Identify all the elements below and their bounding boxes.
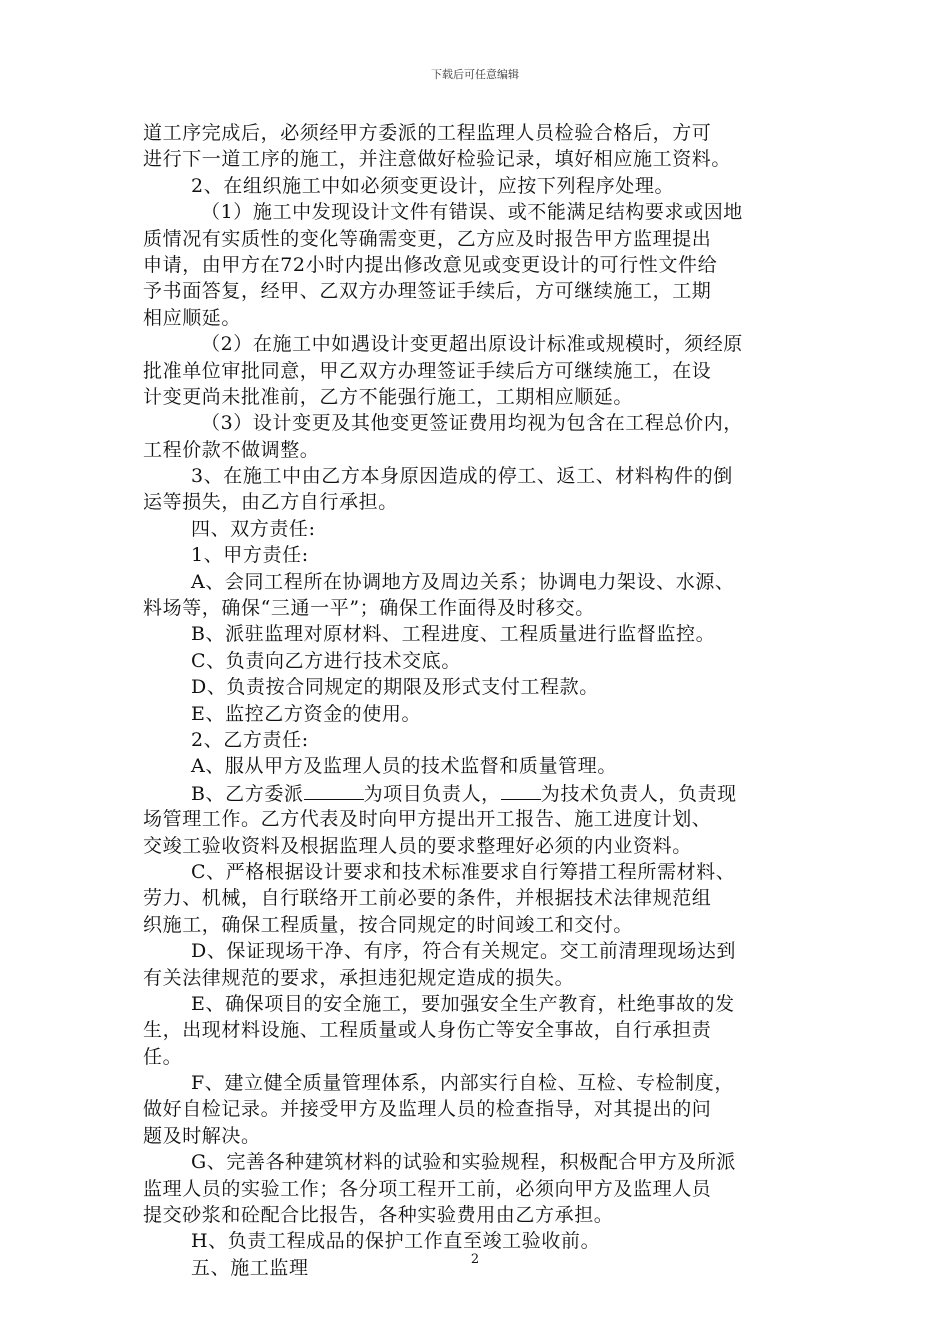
body-line: 2、在组织施工中如必须变更设计，应按下列程序处理。	[191, 174, 675, 197]
body-line: B、派驻监理对原材料、工程进度、工程质量进行监督监控。	[191, 623, 716, 646]
body-line: E、确保项目的安全施工，要加强安全生产教育，杜绝事故的发	[191, 992, 735, 1015]
body-line: 料场等，确保“三通一平”；确保工作面得及时移交。	[143, 597, 595, 620]
body-line: H、负责工程成品的保护工作直至竣工验收前。	[191, 1230, 601, 1253]
body-text: B、乙方委派	[191, 782, 304, 805]
body-line: G、完善各种建筑材料的试验和实验规程，积极配合甲方及所派	[191, 1151, 736, 1174]
body-line: （1）施工中发现设计文件有错误、或不能满足结构要求或因地	[201, 201, 743, 224]
body-line: D、保证现场干净、有序，符合有关规定。交工前清理现场达到	[191, 940, 737, 963]
body-line: 劳力、机械，自行联络开工前必要的条件，并根据技术法律规范组	[143, 887, 712, 910]
page-number: 2	[470, 1252, 480, 1267]
body-text: 为项目负责人，	[363, 782, 501, 805]
body-line: F、建立健全质量管理体系，内部实行自检、互检、专检制度，	[191, 1072, 734, 1095]
body-line: D、负责按合同规定的期限及形式支付工程款。	[191, 676, 599, 699]
body-line: C、严格根据设计要求和技术标准要求自行筹措工程所需材料、	[191, 860, 736, 883]
section-heading: 五、施工监理	[191, 1256, 309, 1279]
body-line: （2）在施工中如遇设计变更超出原设计标准或规模时，须经原	[201, 333, 743, 356]
body-line: 工程价款不做调整。	[143, 438, 320, 461]
body-line: 有关法律规范的要求，承担违犯规定造成的损失。	[143, 966, 575, 989]
body-line: 批准单位审批同意，甲乙双方办理签证手续后方可继续施工，在设	[143, 359, 712, 382]
body-line: A、服从甲方及监理人员的技术监督和质量管理。	[191, 755, 617, 778]
body-line: （3）设计变更及其他变更签证费用均视为包含在工程总价内，	[201, 412, 743, 435]
section-heading: 四、双方责任:	[191, 517, 316, 540]
body-line: 场管理工作。乙方代表及时向甲方提出开工报告、施工进度计划、	[143, 808, 712, 831]
body-line: 道工序完成后，必须经甲方委派的工程监理人员检验合格后，方可	[143, 122, 712, 144]
body-line: 进行下一道工序的施工，并注意做好检验记录，填好相应施工资料。	[143, 148, 732, 171]
document-body	[143, 120, 815, 1281]
subsection-heading: 1、甲方责任:	[191, 544, 309, 567]
body-line: 交竣工验收资料及根据监理人员的要求整理好必须的内业资料。	[143, 834, 692, 857]
body-line: 提交砂浆和砼配合比报告，各种实验费用由乙方承担。	[143, 1204, 614, 1227]
body-line: 质情况有实质性的变化等确需变更，乙方应及时报告甲方监理提出	[143, 227, 712, 250]
body-line: 任。	[143, 1045, 183, 1068]
body-line: 3、在施工中由乙方本身原因造成的停工、返工、材料构件的倒	[191, 465, 733, 488]
body-line: 计变更尚未批准前，乙方不能强行施工，工期相应顺延。	[143, 385, 634, 408]
body-line: 予书面答复，经甲、乙双方办理签证手续后，方可继续施工，工期	[143, 280, 712, 303]
page-header: 下载后可任意编辑	[431, 68, 519, 81]
body-text: 为技术负责人，负责现	[540, 782, 737, 805]
body-line: 织施工，确保工程质量，按合同规定的时间竣工和交付。	[143, 913, 634, 936]
body-line: C、负责向乙方进行技术交底。	[191, 649, 461, 672]
body-line: 题及时解决。	[143, 1124, 261, 1147]
body-line: 申请，由甲方在72小时内提出修改意见或变更设计的可行性文件给	[143, 253, 718, 276]
body-line: E、监控乙方资金的使用。	[191, 702, 422, 725]
blank-underline	[304, 780, 364, 800]
body-line: A、会同工程所在协调地方及周边关系；协调电力架设、水源、	[191, 570, 735, 593]
blank-underline	[501, 780, 541, 800]
subsection-heading: 2、乙方责任:	[191, 728, 309, 751]
body-line: 做好自检记录。并接受甲方及监理人员的检查指导，对其提出的问	[143, 1098, 712, 1121]
body-line: 监理人员的实验工作；各分项工程开工前，必须向甲方及监理人员	[143, 1177, 712, 1200]
body-line-with-blanks	[143, 780, 815, 806]
body-line: 生，出现材料设施、工程质量或人身伤亡等安全事故，自行承担责	[143, 1019, 712, 1042]
body-line: 运等损失，由乙方自行承担。	[143, 491, 398, 514]
body-line: 相应顺延。	[143, 306, 242, 329]
